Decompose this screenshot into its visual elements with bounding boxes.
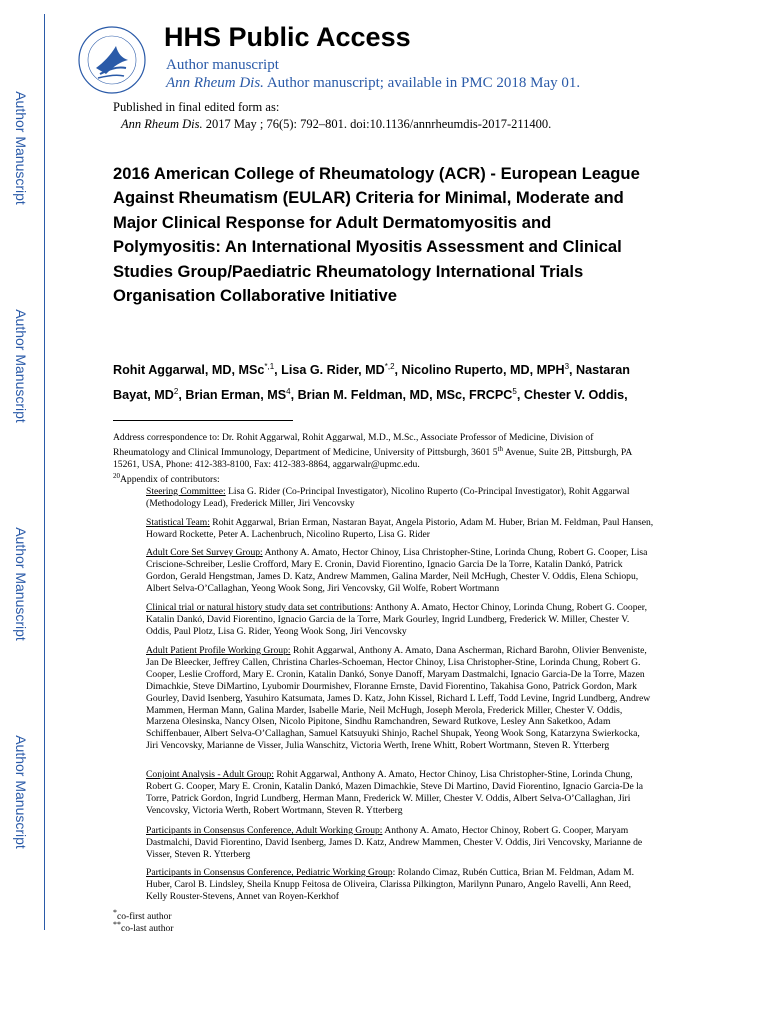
citation-text: 2017 May ; 76(5): 792–801. doi:10.1136/annrheumdis-2017-211400. [205, 117, 552, 131]
author [113, 363, 281, 377]
author [281, 363, 401, 377]
address-text: Address correspondence to: Dr. Rohit Aggarwal, Rohit Aggarwal, M.D., M.Sc., Associate Professor of Medicine, Division of Rheumatology and Clinical Immunology, Department of Medicine, University of Pittsburgh, 3601 5 [113, 432, 594, 458]
journal-name: Ann Rheum Dis. [166, 75, 264, 91]
address-text-end: Avenue, Suite 2B, Pittsburgh, PA 15261, USA, Phone: 412-383-8100, Fax: 412-383-8864, aggarwalr@upmc.edu. [113, 446, 632, 470]
group-label: Participants in Consensus Conference, Pediatric Working Group [146, 867, 393, 878]
group-members: Rohit Aggarwal, Brian Erman, Nastaran Bayat, Angela Pistorio, Adam M. Huber, Brian M. Feldman, Paul Hansen, Howard Rockette, Peter A. Lachenbruch, Nicolino Ruperto, Lisa G. Rider [146, 517, 654, 540]
group-members: Anthony A. Amato, Hector Chinoy, Lisa Christopher-Stine, Lorinda Chung, Robert G. Cooper, Lisa Criscione-Schreiber, Leslie Crofford, Mary E. Cronin, David Fiorentino, Ignacio Garcia De la Torre, Katalin Dankó, Patrick Gordon, Gerald Hengstman, James D. Katz, Andrew Mammen, Galina Marder, Neil McHugh, Chester V. Oddis, Elena Schiopu, Albert Selva-O’Callaghan, Yeong Wook Song, Jiri Vencovsky, Gil Wolfe, Robert Wortmann [146, 547, 648, 594]
author-separator: , [274, 363, 282, 378]
group-label: Clinical trial or natural history study data set contributions [146, 602, 371, 613]
contributor-group [146, 517, 654, 541]
author-affiliation: 4 [286, 387, 291, 397]
author-separator: , [178, 388, 186, 403]
hhs-public-access-title: HHS Public Access [164, 22, 411, 52]
author [298, 388, 524, 402]
author-name: Nastaran Bayat, MD [113, 363, 630, 403]
footnote-rule [113, 420, 293, 421]
sidebar-label-2: Author Manuscript [13, 309, 29, 423]
contributor-group [146, 602, 654, 638]
appendix-marker: 20 [113, 471, 120, 480]
contributor-group [146, 645, 654, 752]
group-label: Statistical Team: [146, 517, 210, 528]
author-affiliation: *,2 [384, 362, 395, 371]
hhs-seal-logo-icon [76, 24, 148, 96]
author-list [113, 356, 653, 406]
author [402, 363, 576, 377]
group-label: Participants in Consensus Conference, Adult Working Group: [146, 825, 383, 836]
group-label: Adult Patient Profile Working Group: [146, 645, 291, 656]
group-label: Adult Core Set Survey Group: [146, 547, 263, 558]
footnote-marker: * [113, 908, 117, 917]
author-name: Brian M. Feldman, MD, MSc, FRCPC [297, 388, 513, 403]
footnote-text: co-last author [121, 923, 174, 935]
contributor-group [146, 486, 654, 510]
author-affiliation: 3 [564, 362, 570, 371]
contributor-group [146, 769, 654, 817]
correspondence-address [113, 432, 633, 486]
author-separator: , [516, 388, 524, 403]
footnote-co-last [113, 920, 173, 934]
citation-journal: Ann Rheum Dis. [121, 117, 203, 131]
pmc-availability [166, 75, 580, 92]
group-label: Steering Committee: [146, 486, 226, 497]
footnote-marker: ** [113, 920, 121, 929]
author-name: Chester V. Oddis, [523, 388, 628, 403]
author-affiliation: 2 [173, 387, 179, 397]
author-separator: , [290, 388, 298, 403]
availability-text: Author manuscript; available in PMC 2018 May 01. [266, 75, 581, 91]
group-members: : Rolando Cimaz, Rubén Cuttica, Brian M. Feldman, Adam M. Huber, Carol B. Lindsley, Sheila Knupp Feitosa de Oliveira, Clarissa Pilkington, Marilynn Punaro, Angelo Ravelli, Ann Reed, Kelly Rouster-Stevens, Annet van Royen-Kerkhof [146, 867, 634, 902]
sidebar-label-1: Author Manuscript [13, 91, 29, 205]
published-label: Published in final edited form as: [113, 100, 280, 114]
author-name: Brian Erman, MS [185, 388, 287, 403]
group-members: Anthony A. Amato, Hector Chinoy, Robert G. Cooper, Maryam Dastmalchi, David Fiorentino, David Isenberg, James D. Katz, Andrew Mammen, Chester V. Oddis, Jiri Vencovsky, Marianne de Visser, Steven R. Ytterberg [146, 825, 643, 860]
author [185, 388, 297, 402]
article-title: 2016 American College of Rheumatology (ACR) - European League Against Rheumatism (EULAR) Criteria for Minimal, Moderate and Major Clinical Response for Adult Dermatomyositis and Polymyositis: An International Myositis Assessment and Clinical Studies Group/Paediatric Rheumatology International Trials Organisation Collaborative Initiative [113, 164, 640, 306]
sidebar-divider [44, 14, 45, 930]
author-separator: , [394, 363, 402, 378]
author-manuscript-sidebar [0, 0, 46, 1024]
author-manuscript-label: Author manuscript [166, 57, 279, 73]
appendix-label: Appendix of contributors: [120, 473, 220, 485]
group-members: : Anthony A. Amato, Hector Chinoy, Lorinda Chung, Robert G. Cooper, Katalin Dankó, David Fiorentino, Ignacio Garcia de la Torre, Mark Gourley, Ingrid Lundberg, Frederick W. Miller, Chester V. Oddis, Paul Plotz, Lisa G. Rider, Yeong Wook Song, Jiri Vencovsky [146, 602, 647, 637]
footnote-text: co-first author [117, 911, 172, 923]
group-members: Rohit Aggarwal, Anthony A. Amato, Dana Ascherman, Richard Barohn, Olivier Benveniste, Jan De Bleecker, Jeffrey Callen, Christina Charles-Schoeman, Hector Chinoy, Lisa Christopher-Stine, Lorinda Chung, Robert G. Cooper, Leslie Crofford, Mary E. Cronin, Katalin Dankó, Sonye Danoff, Maryam Dastmalchi, Ignacio Garcia-De la Torre, Mazen Dimachkie, Steve DiMartino, Lyubomir Dourmishev, Floranne Ernste, David Fiorentino, Takahisa Gono, Patrick Gordon, Mark Gourley, David Isenberg, Yasuhiro Katsumata, James D. Katz, John Kissel, Richard L Leff, Todd Levine, Ingrid Lundberg, Andrew Mammen, Herman Mann, Galina Marder, Isabelle Marie, Neil McHugh, Joseph Merola, Frederick Miller, Chester V. Oddis, Marzena Olesinska, Nancy Olsen, Nicolo Pipitone, Sindhu Ramchandren, Seward Rutkove, Lesley Ann Saketkoo, Adam Schiffenbauer, Albert Selva-O’Callaghan, Samuel Katsuyuki Shinjo, Rachel Shupak, Yeong Wook Song, Katarzyna Swierkocka, Jiri Vencovsky, Marianne de Visser, Julia Wanschitz, Victoria Werth, Irene Whitt, Robert Wortmann, Steven R. Ytterberg [146, 645, 651, 752]
author-separator: , [569, 363, 577, 378]
group-label: Conjoint Analysis - Adult Group: [146, 769, 274, 780]
contributor-group [146, 547, 654, 595]
author [524, 388, 628, 402]
publication-citation [121, 117, 551, 132]
sidebar-label-3: Author Manuscript [13, 527, 29, 641]
group-members: Lisa G. Rider (Co-Principal Investigator), Nicolino Ruperto (Co-Principal Investigator), Rohit Aggarwal (Methodology Lead), Frederick Miller, Jiri Vencovsky [146, 486, 630, 509]
group-members: Rohit Aggarwal, Anthony A. Amato, Hector Chinoy, Lisa Christopher-Stine, Lorinda Chung, Robert G. Cooper, Mary E. Cronin, Katalin Dankó, Mazen Dimachkie, Steve Di Martino, David Fiorentino, Ignacio Garcia-De la Torre, Patrick Gordon, Ingrid Lundberg, Herman Mann, Frederick W. Miller, Chester V. Oddis, Albert Selva-O’Callaghan, Jiri Vencovsky, Victoria Werth, Robert Wortmann, Steven R. Ytterberg [146, 769, 644, 816]
author-affiliation: 5 [512, 387, 517, 397]
contributor-group [146, 867, 654, 903]
author-affiliation: *,1 [264, 362, 275, 371]
contributor-group [146, 825, 654, 861]
address-ordinal: th [497, 444, 503, 453]
sidebar-label-4: Author Manuscript [13, 735, 29, 849]
author-name: Lisa G. Rider, MD [281, 363, 385, 378]
author-name: Nicolino Ruperto, MD, MPH [401, 363, 565, 378]
author-name: Rohit Aggarwal, MD, MSc [113, 363, 265, 378]
